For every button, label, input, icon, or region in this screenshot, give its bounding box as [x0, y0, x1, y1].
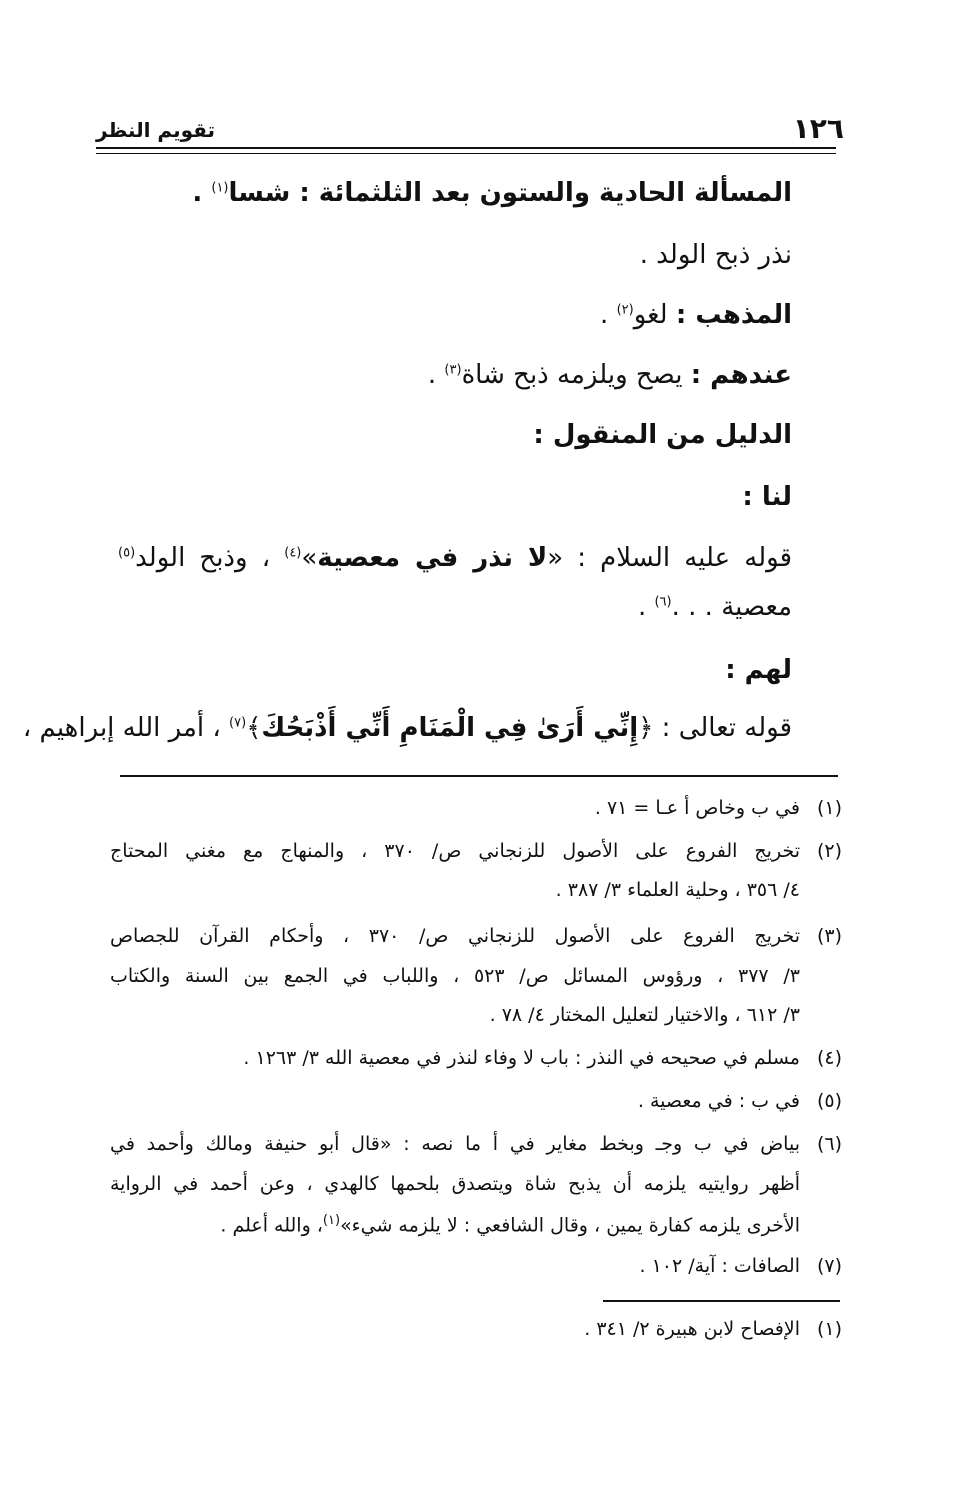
hadith-line-1 — [118, 543, 792, 573]
footnote-2-line-1: تخريج الفروع على الأصول للزنجاني ص/ ٣٧٠ ، والمنهاج مع مغني المحتاج — [110, 840, 801, 862]
quran-verse: إِنِّي أَرَىٰ فِي الْمَنَامِ أَنِّي أَذْبَحُكَ — [261, 713, 639, 743]
footnote-ref-5: (٥) — [118, 545, 136, 561]
footnote-6-line-3-end: ، والله أعلم . — [220, 1214, 323, 1237]
quran-line — [22, 713, 792, 743]
footnote-3-line-2: ٣/ ٣٧٧ ، ورؤوس المسائل ص/ ٥٢٣ ، واللباب في الجمع بين السنة والكتاب — [110, 965, 800, 987]
header-rule-thin — [96, 153, 836, 154]
footnote-separator — [120, 775, 838, 777]
footnote-6-line-2: أظهر روايتيه يلزمه أن يذبح شاة ويتصدق بلحمها كالهدي ، وعن أحمد في الرواية — [110, 1173, 800, 1195]
footnote-2-line-2: ٤/ ٣٥٦ ، وحلية العلماء ٣/ ٣٨٧ . — [555, 879, 800, 901]
footnote-1-line-1: في ب وخاص أ عـا = ٧١ . — [594, 797, 800, 819]
lahum-heading: لهم : — [725, 655, 792, 685]
issue-title-text: المسألة الحادية والستون بعد الثلثمائة : شسا — [228, 178, 792, 208]
indahum-text: يصح ويلزمه ذبح شاة — [461, 360, 683, 390]
header-rule-thick — [96, 147, 836, 149]
madhhab-label: المذهب : — [675, 300, 792, 330]
quran-part2: ﴾ — [246, 713, 262, 743]
subfootnote-number: (١) — [816, 1318, 842, 1340]
indahum-line — [428, 360, 792, 390]
footnote-2-number: (٢) — [816, 840, 842, 862]
footnote-ref-2: (٢) — [616, 302, 634, 318]
indahum-end: . — [427, 360, 437, 390]
footnote-6-line-3 — [220, 1213, 800, 1236]
hadith-line-2 — [638, 592, 792, 622]
footnote-3-number: (٣) — [816, 925, 842, 947]
page-number: ١٢٦ — [792, 112, 844, 145]
subfootnote-text: الإفصاح لابن هبيرة ٢/ ٣٤١ . — [584, 1318, 800, 1340]
evidence-heading: الدليل من المنقول : — [533, 420, 792, 450]
hadith-quote: لا نذر في معصية — [317, 543, 548, 573]
hadith-part3: ، وذبح الولد — [135, 543, 271, 573]
footnote-ref-4: (٤) — [284, 545, 302, 561]
quran-part3: ، أمر الله إبراهيم ، — [22, 713, 221, 743]
footnote-ref-6: (٦) — [654, 594, 672, 610]
footnote-6-number: (٦) — [816, 1133, 842, 1155]
issue-title — [192, 178, 792, 208]
footnote-7-line-1: الصافات : آية/ ١٠٢ . — [639, 1255, 800, 1277]
subfootnote-separator — [603, 1300, 840, 1302]
footnote-1-number: (١) — [816, 797, 842, 819]
footnote-ref-3: (٣) — [444, 362, 462, 378]
madhhab-end: . — [600, 300, 609, 330]
footnote-6-line-3-text: الأخرى يلزمه كفارة يمين ، وقال الشافعي : لا يلزمه شيء» — [340, 1214, 800, 1237]
footnote-4-number: (٤) — [816, 1047, 842, 1069]
hadith-line2-text: معصية . . . — [671, 592, 792, 622]
footnote-5-number: (٥) — [816, 1090, 842, 1112]
madhhab-line — [600, 300, 792, 330]
madhhab-text: لغو — [633, 300, 668, 330]
quran-part1: قوله تعالى : ﴿ — [638, 713, 792, 743]
footnote-6-inner-ref: (١) — [322, 1213, 341, 1228]
issue-title-end: . — [192, 178, 203, 208]
topic-line: نذر ذبح الولد . — [639, 240, 792, 270]
footnote-5-line-1: في ب : في معصية . — [637, 1090, 800, 1112]
footnote-ref-7: (٧) — [229, 715, 247, 731]
footnote-7-number: (٧) — [816, 1255, 842, 1277]
indahum-label: عندهم : — [690, 360, 792, 390]
footnote-4-line-1: مسلم في صحيحه في النذر : باب لا وفاء لنذر في معصية الله ٣/ ١٢٦٣ . — [243, 1047, 800, 1069]
footnote-3-line-1: تخريج الفروع على الأصول للزنجاني ص/ ٣٧٠ ، وأحكام القرآن للجصاص — [110, 925, 800, 947]
footnote-ref-1: (١) — [211, 180, 229, 196]
lana-heading: لنا : — [742, 482, 792, 512]
hadith-line2-end: . — [637, 592, 647, 622]
running-header-title: تقويم النظر — [96, 118, 216, 142]
hadith-part2: » — [301, 543, 318, 573]
footnote-6-line-1: بياض في ب وجـ وبخط مغاير في أ ما نصه : «قال أبو حنيفة ومالك وأحمد في — [110, 1133, 800, 1155]
hadith-part1: قوله عليه السلام : « — [547, 543, 792, 573]
footnote-3-line-3: ٣/ ٦١٢ ، والاختيار لتعليل المختار ٤/ ٧٨ . — [489, 1004, 800, 1026]
